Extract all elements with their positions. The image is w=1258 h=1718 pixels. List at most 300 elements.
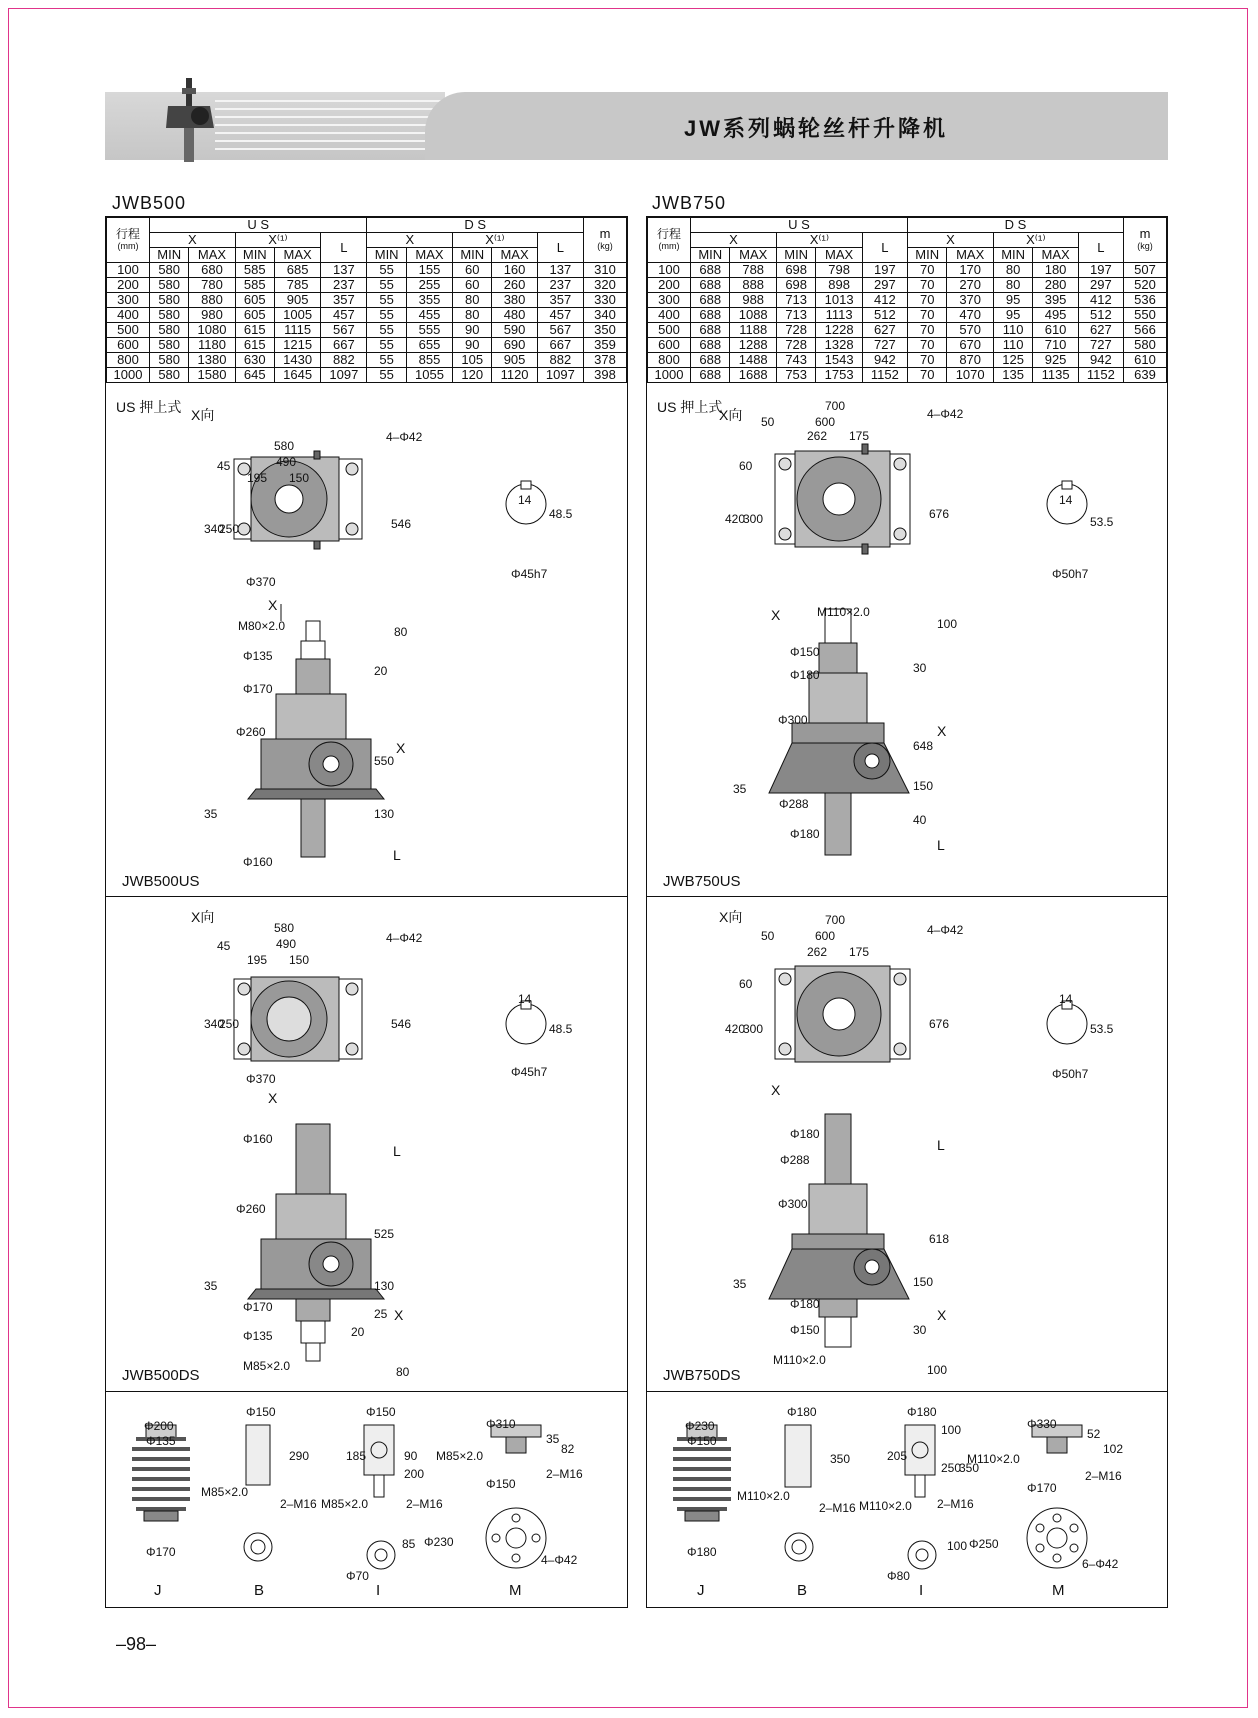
acc-phi230: Φ230 xyxy=(685,1419,715,1433)
dim-l: L xyxy=(393,1143,401,1159)
table-cell: 1152 xyxy=(1078,368,1123,383)
table-cell: 1488 xyxy=(730,353,776,368)
acc-m85: M85×2.0 xyxy=(201,1485,249,1499)
table-cell: 380 xyxy=(492,293,537,308)
table-cell: 1120 xyxy=(492,368,537,383)
table-cell: 320 xyxy=(584,278,627,293)
acc-2m16: 2–M16 xyxy=(1085,1469,1122,1483)
table-cell: 882 xyxy=(537,353,583,368)
dim-phi300: Φ300 xyxy=(778,713,808,727)
dim-phi150: Φ150 xyxy=(790,1323,820,1337)
table-cell: 615 xyxy=(235,338,274,353)
table-cell: 555 xyxy=(406,323,452,338)
table-cell: 1000 xyxy=(107,368,150,383)
table-cell: 330 xyxy=(584,293,627,308)
dim-676: 676 xyxy=(929,1017,950,1031)
table-cell: 550 xyxy=(1124,308,1167,323)
table-cell: 610 xyxy=(1033,323,1078,338)
table-cell: 110 xyxy=(993,323,1032,338)
dim-x: X xyxy=(937,723,947,739)
x-direction-label: X向 xyxy=(191,407,215,423)
min-header: MIN xyxy=(235,248,274,263)
table-cell: 55 xyxy=(367,353,406,368)
acc-250: 250 xyxy=(941,1461,962,1475)
table-cell: 412 xyxy=(862,293,907,308)
min-header: MIN xyxy=(367,248,406,263)
acc-phi170: Φ170 xyxy=(1027,1481,1057,1495)
max-header: MAX xyxy=(730,248,776,263)
table-cell: 400 xyxy=(648,308,691,323)
max-header: MAX xyxy=(1033,248,1078,263)
spec-table-jwb500 xyxy=(106,217,627,383)
dim-l: L xyxy=(937,1137,945,1153)
table-cell: 270 xyxy=(947,278,993,293)
caption-jwb500us: JWB500US xyxy=(122,873,200,890)
table-cell: 512 xyxy=(862,308,907,323)
table-cell: 80 xyxy=(993,278,1032,293)
acc-phi230: Φ230 xyxy=(424,1535,454,1549)
dim-phi150: Φ150 xyxy=(790,645,820,659)
table-cell: 1080 xyxy=(189,323,235,338)
table-cell: 520 xyxy=(1124,278,1167,293)
table-cell: 688 xyxy=(691,293,730,308)
l-header: L xyxy=(537,233,583,263)
panel-jwb750 xyxy=(646,216,1168,1608)
dim-key-48.5: 48.5 xyxy=(549,1022,573,1036)
acc-4phi42: 4–Φ42 xyxy=(541,1553,578,1567)
table-cell: 925 xyxy=(1033,353,1078,368)
l-header: L xyxy=(1078,233,1123,263)
table-cell: 70 xyxy=(907,368,946,383)
dim-420: 420 xyxy=(725,1022,746,1036)
table-cell: 395 xyxy=(1033,293,1078,308)
acc-phi180: Φ180 xyxy=(687,1545,717,1559)
table-cell: 567 xyxy=(321,323,367,338)
dim-thread: M110×2.0 xyxy=(817,605,870,619)
table-cell: 495 xyxy=(1033,308,1078,323)
table-cell: 536 xyxy=(1124,293,1167,308)
table-cell: 55 xyxy=(367,308,406,323)
table-cell: 1055 xyxy=(406,368,452,383)
table-row xyxy=(648,353,1167,368)
x-header: X xyxy=(367,233,453,248)
dim-490: 490 xyxy=(276,937,297,951)
table-cell: 627 xyxy=(1078,323,1123,338)
dim-175: 175 xyxy=(849,945,870,959)
table-cell: 905 xyxy=(492,353,537,368)
table-cell: 785 xyxy=(274,278,320,293)
mass-unit: (kg) xyxy=(1137,241,1153,251)
table-cell: 570 xyxy=(947,323,993,338)
table-cell: 370 xyxy=(947,293,993,308)
min-header: MIN xyxy=(150,248,189,263)
x-header: X xyxy=(907,233,993,248)
acc-phi250: Φ250 xyxy=(969,1537,999,1551)
table-cell: 710 xyxy=(1033,338,1078,353)
table-cell: 580 xyxy=(150,278,189,293)
stroke-unit: (mm) xyxy=(658,240,680,251)
x-arrow-label: X xyxy=(771,607,781,623)
dim-20: 20 xyxy=(374,664,388,678)
max-header: MAX xyxy=(406,248,452,263)
acc-2m16: 2–M16 xyxy=(406,1497,443,1511)
acc-2m16: 2–M16 xyxy=(280,1497,317,1511)
dim-150: 150 xyxy=(289,953,310,967)
dim-250: 250 xyxy=(219,522,240,536)
table-cell: 125 xyxy=(993,353,1032,368)
dim-580: 580 xyxy=(274,921,295,935)
table-cell: 580 xyxy=(150,323,189,338)
table-cell: 713 xyxy=(776,293,815,308)
acc-350: 350 xyxy=(830,1452,851,1466)
table-cell: 605 xyxy=(235,293,274,308)
divider xyxy=(106,1391,627,1392)
acc-label-b: B xyxy=(254,1582,265,1599)
table-cell: 610 xyxy=(1124,353,1167,368)
table-cell: 800 xyxy=(107,353,150,368)
table-cell: 580 xyxy=(150,338,189,353)
table-cell: 400 xyxy=(107,308,150,323)
acc-label-b: B xyxy=(797,1582,808,1599)
acc-phi135: Φ135 xyxy=(146,1434,176,1448)
min-header: MIN xyxy=(907,248,946,263)
table-cell: 357 xyxy=(537,293,583,308)
table-cell: 1113 xyxy=(816,308,862,323)
acc-85: 85 xyxy=(402,1537,416,1551)
dim-150: 150 xyxy=(289,471,310,485)
table-cell: 455 xyxy=(406,308,452,323)
acc-m110: M110×2.0 xyxy=(967,1452,1020,1466)
table-cell: 1005 xyxy=(274,308,320,323)
table-cell: 340 xyxy=(584,308,627,323)
us-section-label: US 押上式 xyxy=(657,399,723,415)
table-cell: 1000 xyxy=(648,368,691,383)
x1-header: X⁽¹⁾ xyxy=(776,233,862,248)
dim-phi260: Φ260 xyxy=(236,1202,266,1216)
dim-195: 195 xyxy=(247,953,268,967)
dim-50: 50 xyxy=(761,415,775,429)
acc-label-j: J xyxy=(697,1582,705,1599)
dim-l: L xyxy=(937,837,945,853)
table-cell: 567 xyxy=(537,323,583,338)
table-cell: 600 xyxy=(107,338,150,353)
table-cell: 1228 xyxy=(816,323,862,338)
x-direction-label: X向 xyxy=(719,909,743,925)
max-header: MAX xyxy=(947,248,993,263)
dim-holes: 4–Φ42 xyxy=(386,430,423,444)
table-cell: 350 xyxy=(584,323,627,338)
table-cell: 55 xyxy=(367,338,406,353)
table-cell: 698 xyxy=(776,263,815,278)
table-cell: 688 xyxy=(691,338,730,353)
acc-2m16: 2–M16 xyxy=(819,1501,856,1515)
dim-262: 262 xyxy=(807,429,828,443)
table-cell: 457 xyxy=(321,308,367,323)
table-cell: 457 xyxy=(537,308,583,323)
dim-700: 700 xyxy=(825,399,846,413)
dim-600: 600 xyxy=(815,929,836,943)
acc-phi170: Φ170 xyxy=(146,1545,176,1559)
table-row xyxy=(107,293,627,308)
table-cell: 855 xyxy=(406,353,452,368)
model-title-jwb500: JWB500 xyxy=(112,193,187,213)
table-cell: 800 xyxy=(648,353,691,368)
dim-x: X xyxy=(396,740,406,756)
x-arrow-label: X xyxy=(268,1090,278,1106)
table-cell: 727 xyxy=(862,338,907,353)
acc-phi80: Φ80 xyxy=(887,1569,910,1583)
min-header: MIN xyxy=(691,248,730,263)
mass-unit: (kg) xyxy=(597,241,613,251)
table-cell: 80 xyxy=(453,293,492,308)
dim-shaft-50h7: Φ50h7 xyxy=(1052,1067,1089,1081)
dim-phi160: Φ160 xyxy=(243,1132,273,1146)
table-cell: 507 xyxy=(1124,263,1167,278)
table-cell: 1152 xyxy=(862,368,907,383)
table-cell: 1097 xyxy=(537,368,583,383)
acc-290: 290 xyxy=(289,1449,310,1463)
dim-35: 35 xyxy=(733,1277,747,1291)
dim-phi288: Φ288 xyxy=(779,797,809,811)
table-cell: 1288 xyxy=(730,338,776,353)
dim-700: 700 xyxy=(825,913,846,927)
table-cell: 359 xyxy=(584,338,627,353)
table-row xyxy=(107,278,627,293)
acc-phi180: Φ180 xyxy=(787,1405,817,1419)
table-cell: 470 xyxy=(947,308,993,323)
table-cell: 870 xyxy=(947,353,993,368)
table-row xyxy=(648,323,1167,338)
table-cell: 680 xyxy=(189,263,235,278)
dim-100: 100 xyxy=(937,617,958,631)
acc-102: 102 xyxy=(1103,1442,1124,1456)
table-row xyxy=(648,338,1167,353)
mass-header: m xyxy=(599,226,611,241)
dim-262: 262 xyxy=(807,945,828,959)
table-cell: 1645 xyxy=(274,368,320,383)
acc-label-i: I xyxy=(376,1582,381,1599)
dim-130: 130 xyxy=(374,1279,395,1293)
acc-m110: M110×2.0 xyxy=(859,1499,912,1513)
table-cell: 1543 xyxy=(816,353,862,368)
dim-holes: 4–Φ42 xyxy=(927,923,964,937)
dim-phi135: Φ135 xyxy=(243,649,273,663)
dim-phi180: Φ180 xyxy=(790,668,820,682)
table-cell: 1688 xyxy=(730,368,776,383)
table-cell: 743 xyxy=(776,353,815,368)
dim-thread: M110×2.0 xyxy=(773,1353,826,1367)
table-cell: 55 xyxy=(367,293,406,308)
table-cell: 95 xyxy=(993,308,1032,323)
table-cell: 1070 xyxy=(947,368,993,383)
table-cell: 70 xyxy=(907,308,946,323)
dim-300: 300 xyxy=(743,1022,764,1036)
dim-580: 580 xyxy=(274,439,295,453)
acc-m85: M85×2.0 xyxy=(321,1497,369,1511)
dim-phi288: Φ288 xyxy=(780,1153,810,1167)
table-cell: 690 xyxy=(492,338,537,353)
dim-phi180: Φ180 xyxy=(790,827,820,841)
min-header: MIN xyxy=(453,248,492,263)
table-cell: 398 xyxy=(584,368,627,383)
table-cell: 1188 xyxy=(730,323,776,338)
divider xyxy=(106,896,627,897)
dim-618: 618 xyxy=(929,1232,950,1246)
caption-jwb750us: JWB750US xyxy=(663,873,741,890)
acc-phi70: Φ70 xyxy=(346,1569,369,1583)
acc-2m16: 2–M16 xyxy=(937,1497,974,1511)
table-cell: 200 xyxy=(107,278,150,293)
table-cell: 378 xyxy=(584,353,627,368)
dim-40: 40 xyxy=(913,813,927,827)
dim-phi370: Φ370 xyxy=(246,1072,276,1086)
table-cell: 788 xyxy=(730,263,776,278)
max-header: MAX xyxy=(274,248,320,263)
dim-phi260: Φ260 xyxy=(236,725,266,739)
x1-header: X⁽¹⁾ xyxy=(235,233,321,248)
table-cell: 357 xyxy=(321,293,367,308)
us-header: U S xyxy=(691,218,908,233)
table-cell: 120 xyxy=(453,368,492,383)
dim-key-14: 14 xyxy=(518,992,532,1006)
acc-phi200: Φ200 xyxy=(144,1419,174,1433)
dim-45: 45 xyxy=(217,939,231,953)
acc-205: 205 xyxy=(887,1449,908,1463)
table-cell: 135 xyxy=(993,368,1032,383)
stroke-unit: (mm) xyxy=(117,240,139,251)
table-row xyxy=(648,263,1167,278)
table-cell: 70 xyxy=(907,263,946,278)
acc-35: 35 xyxy=(546,1432,560,1446)
table-cell: 1380 xyxy=(189,353,235,368)
model-title-jwb750: JWB750 xyxy=(652,193,727,213)
dim-600: 600 xyxy=(815,415,836,429)
acc-phi150: Φ150 xyxy=(486,1477,516,1491)
acc-200: 200 xyxy=(404,1467,425,1481)
table-row xyxy=(648,278,1167,293)
dim-195: 195 xyxy=(247,471,268,485)
page-number: –98– xyxy=(116,1634,157,1654)
table-cell: 585 xyxy=(235,263,274,278)
table-cell: 667 xyxy=(537,338,583,353)
table-cell: 713 xyxy=(776,308,815,323)
acc-52: 52 xyxy=(1087,1427,1101,1441)
dim-35: 35 xyxy=(733,782,747,796)
table-cell: 1097 xyxy=(321,368,367,383)
dim-550: 550 xyxy=(374,754,395,768)
table-cell: 55 xyxy=(367,323,406,338)
dim-150: 150 xyxy=(913,1275,934,1289)
table-cell: 728 xyxy=(776,338,815,353)
dim-150: 150 xyxy=(913,779,934,793)
dim-648: 648 xyxy=(913,739,934,753)
acc-185: 185 xyxy=(346,1449,367,1463)
table-cell: 590 xyxy=(492,323,537,338)
table-cell: 880 xyxy=(189,293,235,308)
table-cell: 110 xyxy=(993,338,1032,353)
caption-jwb500ds: JWB500DS xyxy=(122,1367,200,1384)
table-cell: 300 xyxy=(107,293,150,308)
drawing-jwb750ds xyxy=(647,899,1167,1379)
table-cell: 80 xyxy=(453,308,492,323)
table-cell: 80 xyxy=(993,263,1032,278)
min-header: MIN xyxy=(776,248,815,263)
table-cell: 1753 xyxy=(816,368,862,383)
table-cell: 200 xyxy=(648,278,691,293)
dim-250: 250 xyxy=(219,1017,240,1031)
dim-35: 35 xyxy=(204,807,218,821)
stroke-header: 行程 xyxy=(115,226,140,241)
table-cell: 1115 xyxy=(274,323,320,338)
table-cell: 412 xyxy=(1078,293,1123,308)
dim-30: 30 xyxy=(913,1323,927,1337)
dim-546: 546 xyxy=(391,517,412,531)
table-cell: 670 xyxy=(947,338,993,353)
table-row xyxy=(648,368,1167,383)
acc-label-i: I xyxy=(919,1582,924,1599)
table-cell: 297 xyxy=(862,278,907,293)
dim-phi300: Φ300 xyxy=(778,1197,808,1211)
dim-525: 525 xyxy=(374,1227,395,1241)
table-cell: 688 xyxy=(691,368,730,383)
table-cell: 155 xyxy=(406,263,452,278)
table-cell: 580 xyxy=(150,308,189,323)
page-title: JW系列蜗轮丝杆升降机 xyxy=(683,116,948,141)
x-header: X xyxy=(691,233,777,248)
dim-phi180: Φ180 xyxy=(790,1297,820,1311)
table-cell: 882 xyxy=(321,353,367,368)
table-cell: 630 xyxy=(235,353,274,368)
table-cell: 688 xyxy=(691,353,730,368)
acc-phi310: Φ310 xyxy=(486,1417,516,1431)
drawing-jwb750us xyxy=(647,399,1167,879)
spec-table-jwb750 xyxy=(647,217,1167,383)
dim-phi370: Φ370 xyxy=(246,575,276,589)
dim-phi135: Φ135 xyxy=(243,1329,273,1343)
acc-82: 82 xyxy=(561,1442,575,1456)
divider xyxy=(647,896,1167,897)
x-arrow-label: X xyxy=(771,1082,781,1098)
dim-30: 30 xyxy=(913,661,927,675)
table-cell: 627 xyxy=(862,323,907,338)
table-cell: 197 xyxy=(862,263,907,278)
acc-label-m: M xyxy=(1052,1582,1065,1599)
table-row xyxy=(107,308,627,323)
acc-100: 100 xyxy=(947,1539,968,1553)
table-cell: 728 xyxy=(776,323,815,338)
table-cell: 255 xyxy=(406,278,452,293)
max-header: MAX xyxy=(492,248,537,263)
dim-20: 20 xyxy=(351,1325,365,1339)
x-arrow-label: X xyxy=(268,597,278,613)
table-row xyxy=(648,308,1167,323)
table-cell: 512 xyxy=(1078,308,1123,323)
panel-jwb500 xyxy=(105,216,628,1608)
dim-80: 80 xyxy=(394,625,408,639)
table-cell: 260 xyxy=(492,278,537,293)
table-cell: 898 xyxy=(816,278,862,293)
table-cell: 580 xyxy=(1124,338,1167,353)
x1-header: X⁽¹⁾ xyxy=(993,233,1078,248)
table-cell: 780 xyxy=(189,278,235,293)
table-cell: 197 xyxy=(1078,263,1123,278)
l-header: L xyxy=(862,233,907,263)
dim-key-14: 14 xyxy=(518,493,532,507)
table-cell: 905 xyxy=(274,293,320,308)
dim-100: 100 xyxy=(927,1363,948,1377)
table-cell: 1580 xyxy=(189,368,235,383)
dim-300: 300 xyxy=(743,512,764,526)
